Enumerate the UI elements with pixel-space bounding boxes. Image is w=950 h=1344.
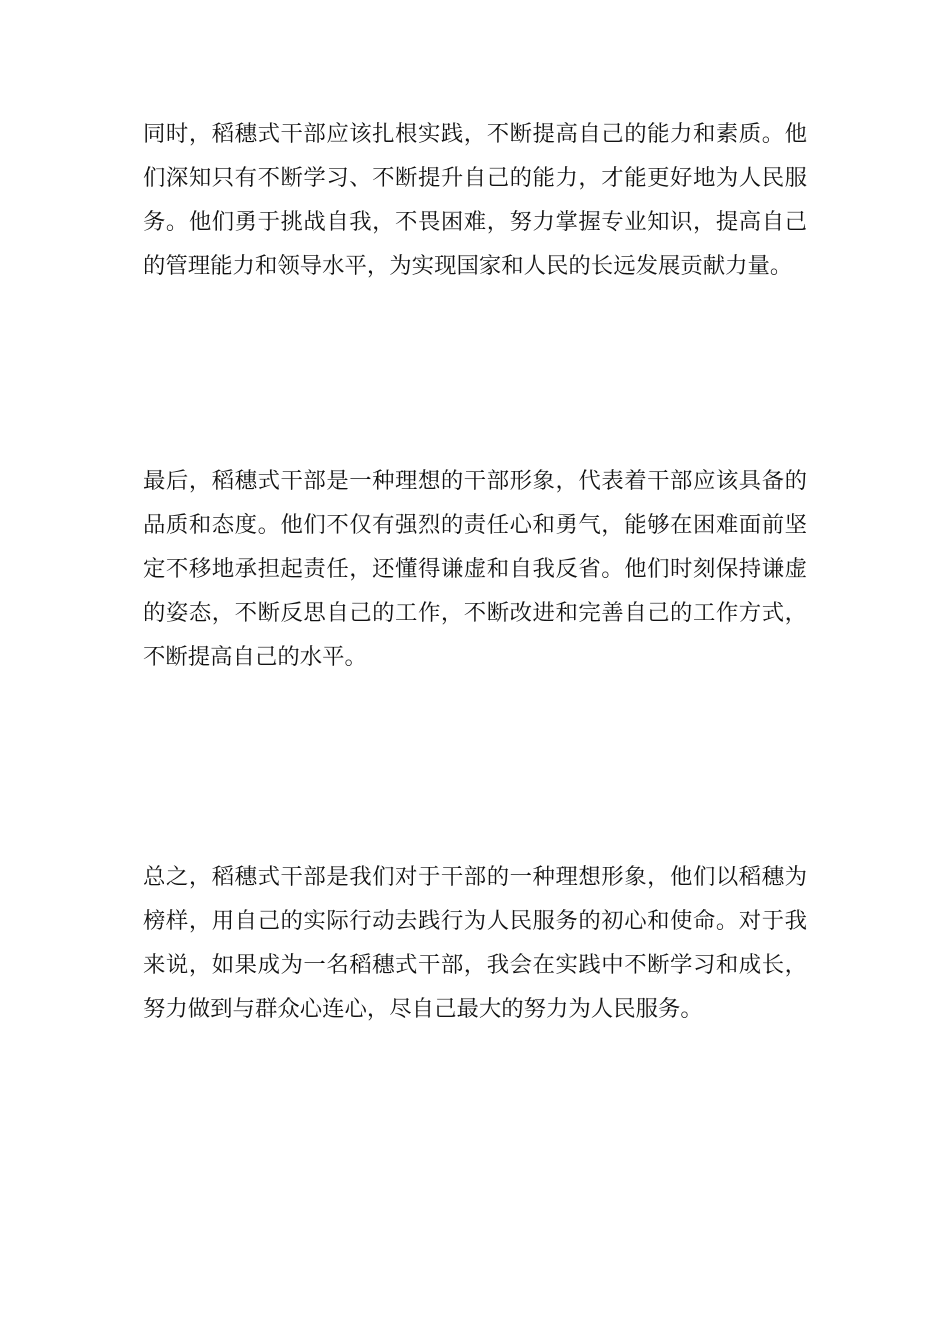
paragraph-1: 同时，稻穗式干部应该扎根实践，不断提高自己的能力和素质。他们深知只有不断学习、不断提升自己的能力，才能更好地为人民服务。他们勇于挑战自我，不畏困难，努力掌握专业知识，提高自己的管理能力和领导水平，为实现国家和人民的长远发展贡献力量。 [143,121,807,279]
paragraph-3: 总之，稻穗式干部是我们对于干部的一种理想形象，他们以稻穗为榜样，用自己的实际行动去践行为人民服务的初心和使命。对于我来说，如果成为一名稻穗式干部，我会在实践中不断学习和成长，努力做到与群众心连心，尽自己最大的努力为人民服务。 [143,864,807,1022]
paragraph-2: 最后，稻穗式干部是一种理想的干部形象，代表着干部应该具备的品质和态度。他们不仅有强烈的责任心和勇气，能够在困难面前坚定不移地承担起责任，还懂得谦虚和自我反省。他们时刻保持谦虚的姿态，不断反思自己的工作，不断改进和完善自己的工作方式，不断提高自己的水平。 [143,468,807,670]
